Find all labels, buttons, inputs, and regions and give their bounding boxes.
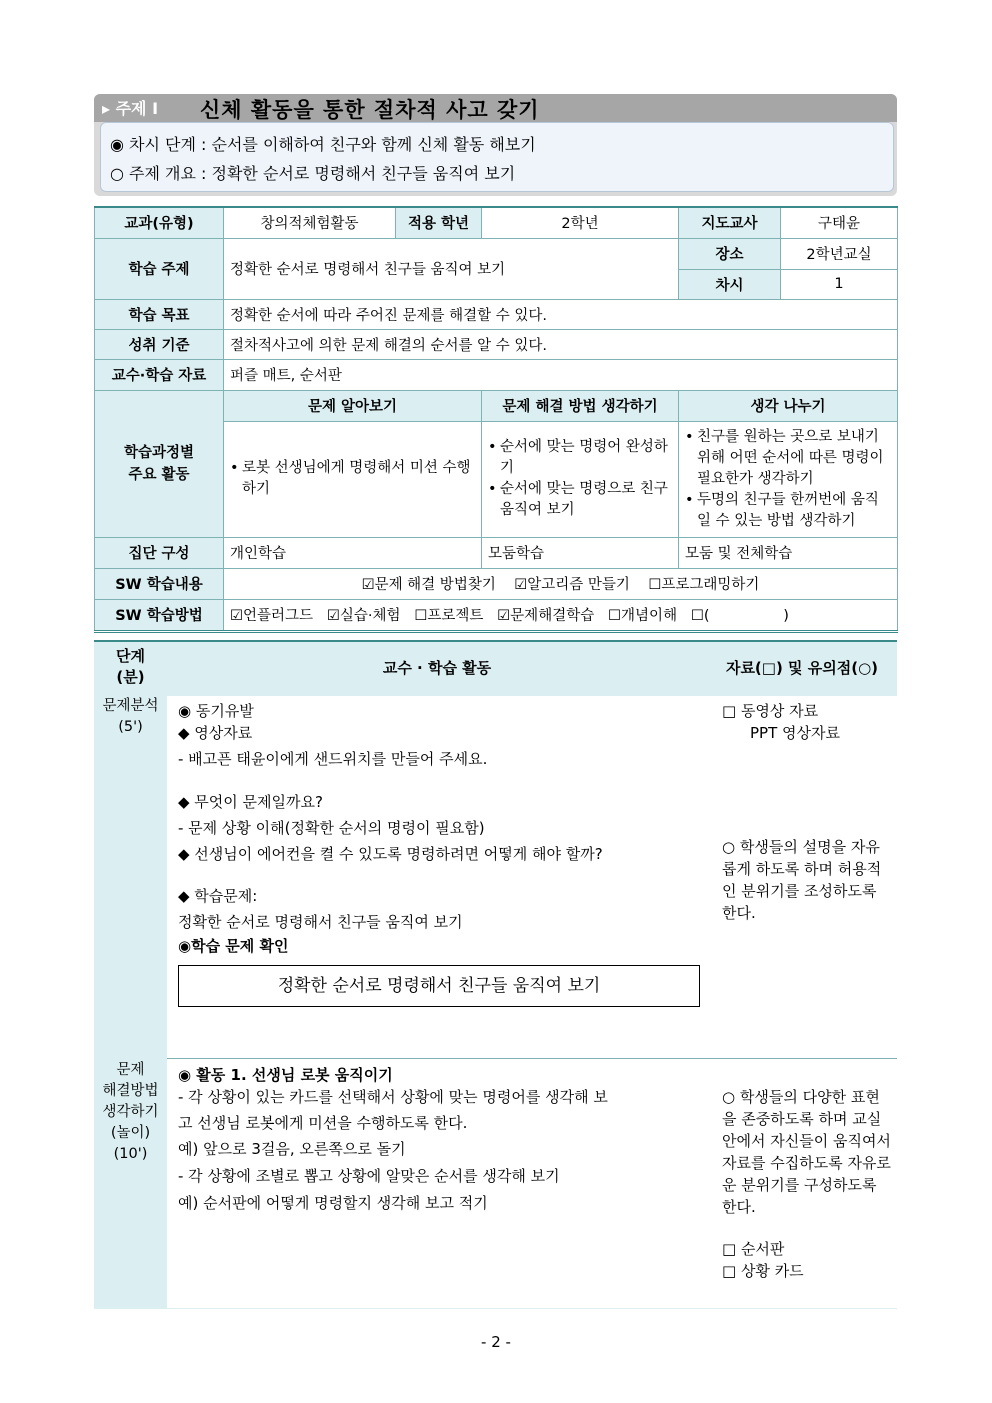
activity-line: 고 선생님 로봇에게 미션을 수행하도록 한다. — [178, 1114, 468, 1132]
activity-line: - 각 상황에 조별로 뽑고 상황에 알맞은 순서를 생각해 보기 — [178, 1167, 560, 1185]
topic-title: 신체 활동을 통한 절차적 사고 갖기 — [200, 98, 540, 122]
page-number: - 2 - — [481, 1333, 511, 1351]
process-header-1: 문제 알아보기 — [224, 390, 482, 421]
process-item: • 순서에 맞는 명령어 완성하기 — [488, 437, 672, 479]
material-item: PPT 영상자료 — [750, 724, 840, 742]
stage-divider — [167, 1058, 897, 1059]
activity-line: 예) 순서판에 어떻게 명령할지 생각해 보고 적기 — [178, 1194, 488, 1212]
activity-line: ◆ 무엇이 문제일까요? — [178, 793, 323, 811]
stage-problem-analysis: 문제분석 (5') — [102, 698, 159, 735]
lesson-info-table — [94, 206, 898, 633]
session-value: 1 — [781, 269, 898, 299]
activity-line: ◆ 선생님이 에어컨을 켤 수 있도록 명령하려면 어떻게 해야 할까? — [178, 845, 603, 863]
subject-label: 교과(유형) — [95, 207, 224, 238]
activity-line: - 각 상황이 있는 카드를 선택해서 상황에 맞는 명령어를 생각해 보 — [178, 1088, 608, 1106]
process-cell-2 — [482, 421, 679, 537]
stage-header: 단계 (분) — [116, 647, 145, 686]
topic-value: 정확한 순서로 명령해서 친구들 움직여 보기 — [224, 238, 679, 299]
activity-line: ◆ 영상자료 — [178, 724, 253, 742]
caution-note: ○ 학생들의 설명을 자유롭게 하도록 하며 허용적인 분위기를 조성하도록 한다. — [722, 838, 882, 922]
process-item: • 친구를 원하는 곳으로 보내기 위해 어떤 순서에 따른 명령이 필요한가 생각하기 — [685, 427, 891, 490]
stage-solution-thinking: 문제 해결방법 생각하기 (놀이) (10') — [102, 1062, 159, 1162]
process-cell-1 — [224, 421, 482, 537]
activity-line: ◆ 학습문제: — [178, 887, 258, 905]
topic-overview-line: ○ 주제 개요 : 정확한 순서로 명령해서 친구들 움직여 보기 — [110, 164, 516, 183]
process-item: • 순서에 맞는 명령으로 친구 움직여 보기 — [488, 479, 672, 521]
activity-line: ◉학습 문제 확인 — [178, 937, 289, 955]
topic-label: 학습 주제 — [95, 238, 224, 299]
activity-line: - 문제 상황 이해(정확한 순서의 명령이 필요함) — [178, 819, 485, 837]
process-item: • 로봇 선생님에게 명령해서 미션 수행하기 — [230, 458, 475, 500]
sw-method-value: ☑언플러그드 ☑실습·체험 ☐프로젝트 ☑문제해결학습 ☐개념이해 ☐( ) — [224, 599, 898, 631]
sw-content-label: SW 학습내용 — [95, 568, 224, 599]
group-whole: 모둠 및 전체학습 — [679, 537, 898, 568]
grade-label: 적용 학년 — [396, 207, 482, 238]
activity-line: - 배고픈 태윤이에게 샌드위치를 만들어 주세요. — [178, 750, 488, 768]
session-step-line: ◉ 차시 단계 : 순서를 이해하여 친구와 함께 신체 활동 해보기 — [110, 135, 536, 154]
group-label: 집단 구성 — [95, 537, 224, 568]
learning-problem-box: 정확한 순서로 명령해서 친구들 움직여 보기 — [178, 965, 700, 1007]
topic-tag: ▸ 주제 I — [102, 99, 159, 118]
activity-title: ◉ 활동 1. 선생님 로봇 움직이기 — [178, 1066, 393, 1084]
teacher-value: 구태윤 — [781, 207, 898, 238]
sw-content-value: ☑문제 해결 방법찾기 ☑알고리즘 만들기 ☐프로그래밍하기 — [224, 568, 898, 599]
table-bottom-line — [94, 1308, 897, 1309]
activity-line: 예) 앞으로 3걸음, 오른쪽으로 돌기 — [178, 1140, 406, 1158]
goal-label: 학습 목표 — [95, 299, 224, 329]
activity-line: 정확한 순서로 명령해서 친구들 움직여 보기 — [178, 913, 463, 931]
place-value: 2학년교실 — [781, 238, 898, 269]
group-team: 모둠학습 — [482, 537, 679, 568]
material-label: 교수·학습 자료 — [95, 359, 224, 390]
material-item: □ 상황 카드 — [722, 1262, 804, 1280]
standard-label: 성취 기준 — [95, 329, 224, 359]
material-note-header: 자료(□) 및 유의점(○) — [725, 659, 879, 677]
subject-value: 창의적체험활동 — [224, 207, 396, 238]
material-item: □ 동영상 자료 — [722, 702, 819, 720]
sw-method-label: SW 학습방법 — [95, 599, 224, 631]
material-item: □ 순서판 — [722, 1240, 785, 1258]
activity-header: 교수 · 학습 활동 — [382, 659, 492, 677]
group-individual: 개인학습 — [224, 537, 482, 568]
standard-value: 절차적사고에 의한 문제 해결의 순서를 알 수 있다. — [224, 329, 898, 359]
caution-note: ○ 학생들의 다양한 표현을 존중하도록 하며 교실안에서 자신들이 움직여서 자료를 수집하도록 자유로운 분위기를 구성하도록 한다. — [722, 1088, 891, 1216]
teacher-label: 지도교사 — [679, 207, 781, 238]
process-cell-3 — [679, 421, 898, 537]
place-label: 장소 — [679, 238, 781, 269]
process-label: 학습과정별 주요 활동 — [95, 390, 224, 537]
process-item: • 두명의 친구들 한꺼번에 움직일 수 있는 방법 생각하기 — [685, 490, 891, 532]
process-header-3: 생각 나누기 — [679, 390, 898, 421]
goal-value: 정확한 순서에 따라 주어진 문제를 해결할 수 있다. — [224, 299, 898, 329]
material-value: 퍼즐 매트, 순서판 — [224, 359, 898, 390]
activity-line: ◉ 동기유발 — [178, 702, 254, 720]
stage-column — [94, 694, 167, 1308]
process-header-2: 문제 해결 방법 생각하기 — [482, 390, 679, 421]
grade-value: 2학년 — [482, 207, 679, 238]
session-label: 차시 — [679, 269, 781, 299]
